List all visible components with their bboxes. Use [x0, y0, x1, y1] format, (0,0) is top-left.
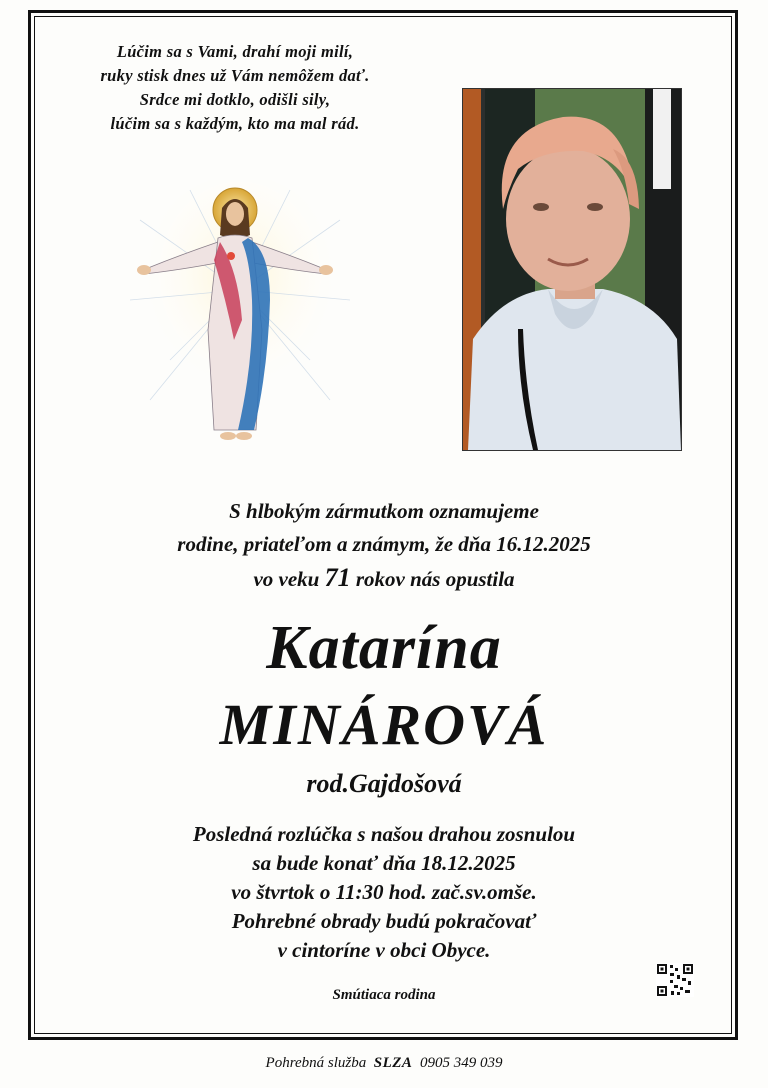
age-suffix: rokov nás opustila	[355, 567, 515, 591]
service-label: Pohrebná služba	[265, 1055, 367, 1071]
service-brand: SLZA	[373, 1055, 413, 1071]
deceased-surname: MINÁROVÁ	[219, 692, 549, 757]
service-phone: 0905 349 039	[419, 1055, 503, 1071]
jesus-figure-icon	[130, 180, 350, 460]
funeral-line: sa bude konať dňa 18.12.2025	[252, 851, 516, 875]
poem-line: Srdce mi dotklo, odišli sily,	[139, 90, 331, 109]
poem	[60, 40, 410, 136]
age-value: 71	[324, 563, 351, 592]
deceased-first-name: Katarína	[266, 614, 502, 682]
announcement-line: rodine, priateľom a známym, že dňa 16.12.2025	[177, 532, 591, 556]
funeral-service-footer	[0, 1052, 768, 1074]
family-signature: Smútiaca rodina	[332, 987, 436, 1003]
poem-line: Lúčim sa s Vami, drahí moji milí,	[116, 42, 354, 61]
portrait-photo	[462, 88, 682, 451]
death-announcement	[60, 495, 708, 596]
poem-line: ruky stisk dnes už Vám nemôžem dať.	[100, 66, 370, 85]
announcement-line: S hlbokým zármutkom oznamujeme	[229, 499, 539, 523]
qr-code-icon[interactable]	[656, 963, 694, 997]
funeral-line: Pohrebné obrady budú pokračovať	[231, 909, 537, 933]
funeral-details	[60, 820, 708, 965]
funeral-line: v cintoríne v obci Obyce.	[277, 938, 491, 962]
poem-line: lúčim sa s každým, kto ma mal rád.	[110, 114, 360, 133]
funeral-line: Posledná rozlúčka s našou drahou zosnulou	[192, 822, 576, 846]
funeral-line: vo štvrtok o 11:30 hod. zač.sv.omše.	[231, 880, 537, 904]
age-prefix: vo veku	[253, 567, 320, 591]
announcement-age-line	[60, 561, 708, 596]
deceased-maiden-name: rod.Gajdošová	[306, 769, 462, 798]
